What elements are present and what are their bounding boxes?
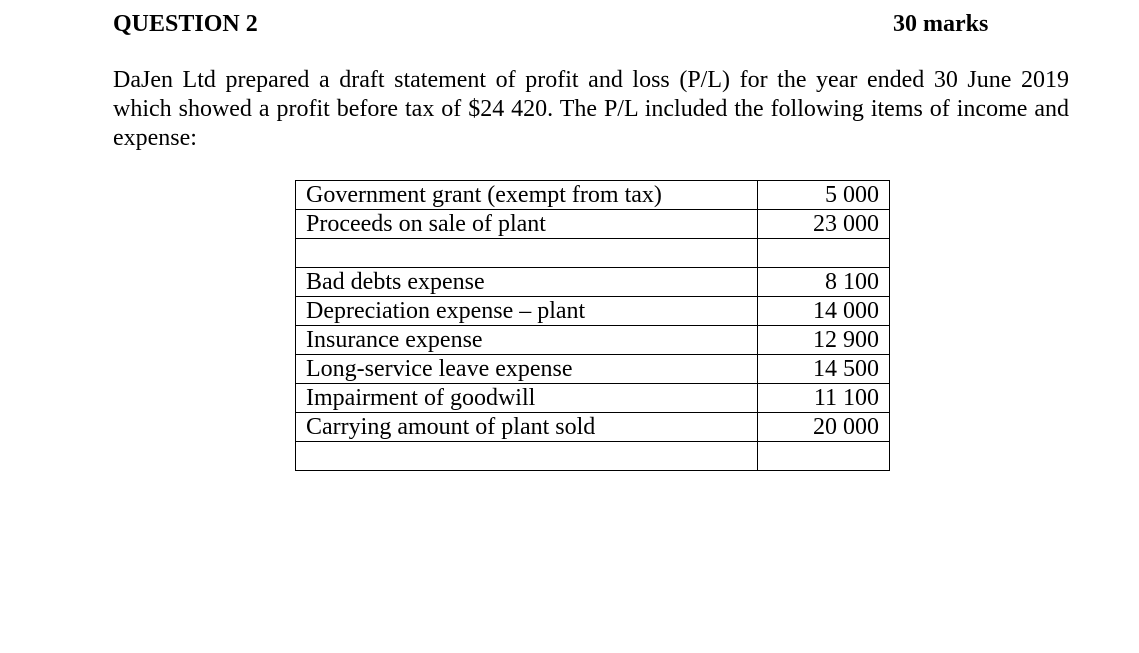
item-label: Insurance expense [296, 326, 758, 355]
item-amount [758, 239, 890, 268]
intro-paragraph: DaJen Ltd prepared a draft statement of profit and loss (P/L) for the year ended 30 June 2019 which showed a profit before tax of $24 420. The P/L included the following items of income and expense: [113, 67, 1069, 151]
item-label: Depreciation expense – plant [296, 297, 758, 326]
question-title: QUESTION 2 [113, 11, 258, 37]
item-label: Proceeds on sale of plant [296, 210, 758, 239]
item-label: Government grant (exempt from tax) [296, 181, 758, 210]
item-label: Long-service leave expense [296, 355, 758, 384]
item-label: Bad debts expense [296, 268, 758, 297]
item-label: Impairment of goodwill [296, 384, 758, 413]
item-label [296, 239, 758, 268]
table-row [296, 210, 890, 239]
item-amount: 12 900 [758, 326, 890, 355]
item-amount: 14 000 [758, 297, 890, 326]
table-row [296, 326, 890, 355]
table-row [296, 384, 890, 413]
table-row [296, 442, 890, 471]
table-row [296, 239, 890, 268]
item-label [296, 442, 758, 471]
question-marks: 30 marks [893, 11, 989, 37]
table-row [296, 355, 890, 384]
item-label: Carrying amount of plant sold [296, 413, 758, 442]
item-amount: 14 500 [758, 355, 890, 384]
income-expense-table [295, 180, 890, 471]
item-amount: 11 100 [758, 384, 890, 413]
table-row [296, 268, 890, 297]
item-amount: 8 100 [758, 268, 890, 297]
item-amount [758, 442, 890, 471]
table-row [296, 413, 890, 442]
table-row [296, 297, 890, 326]
item-amount: 5 000 [758, 181, 890, 210]
item-amount: 23 000 [758, 210, 890, 239]
item-amount: 20 000 [758, 413, 890, 442]
table-row [296, 181, 890, 210]
